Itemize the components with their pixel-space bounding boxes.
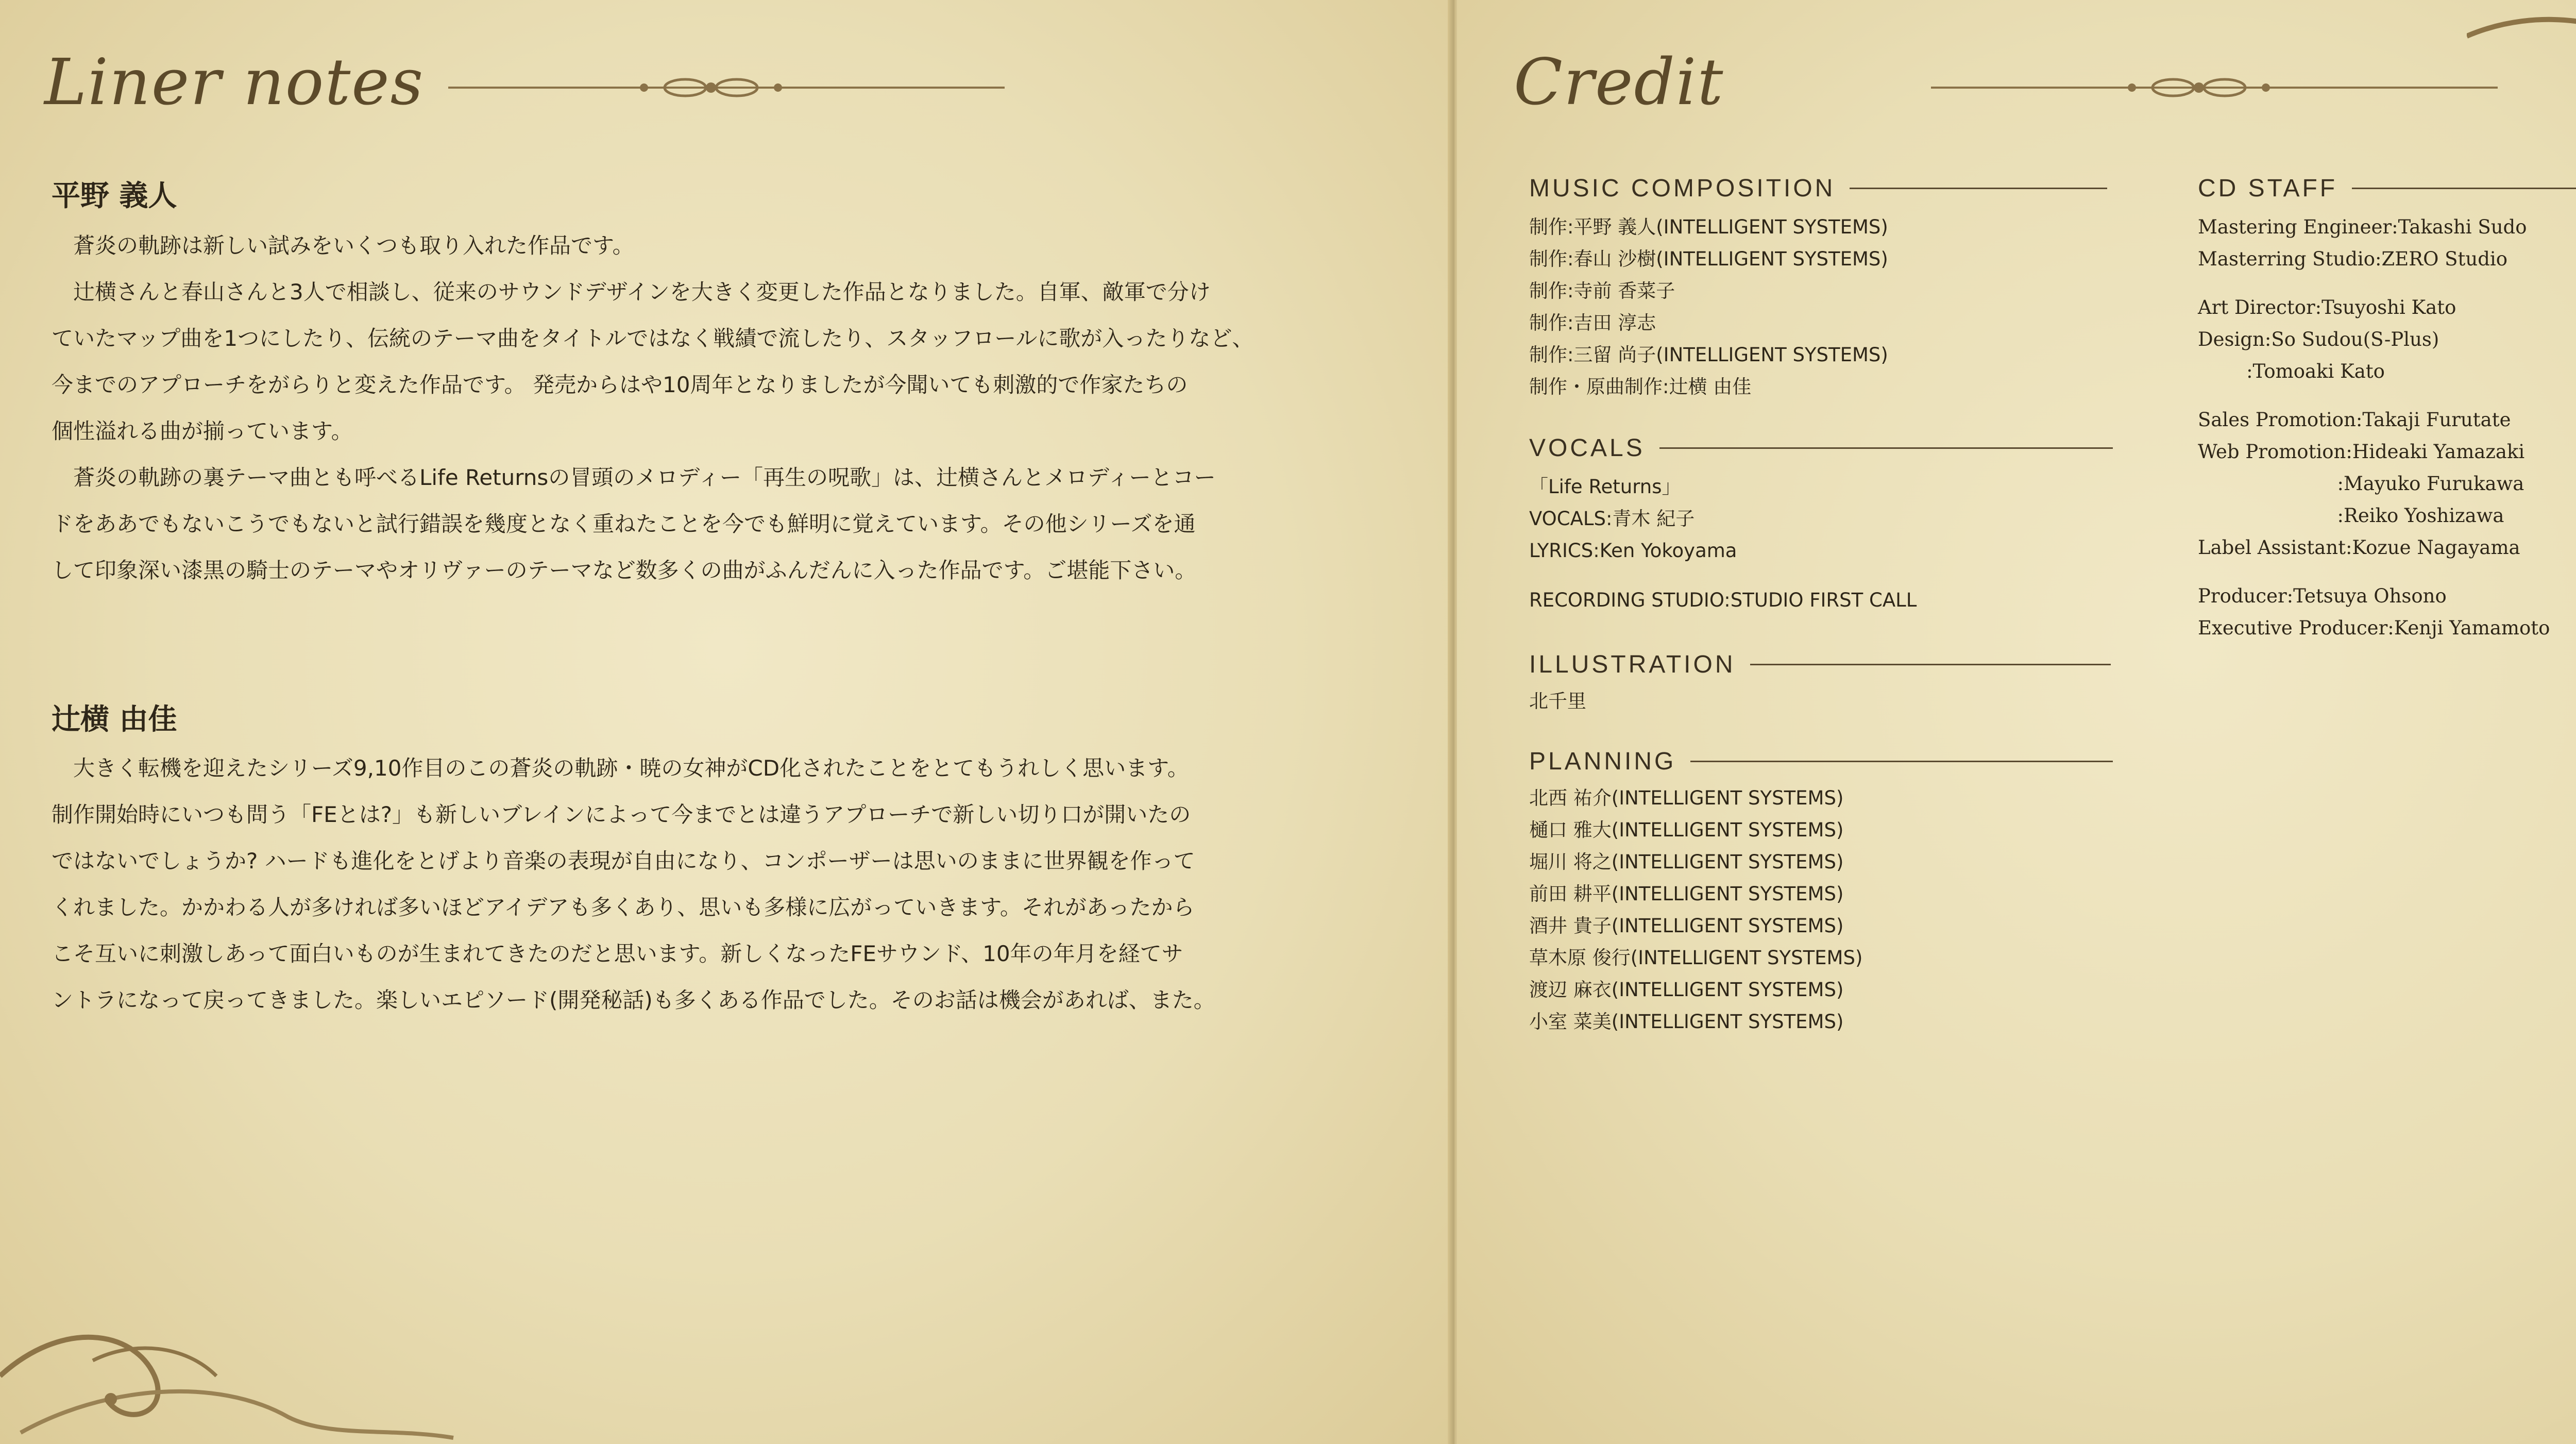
essay-line: ではないでしょうか? ハードも進化をとげより音楽の表現が自由になり、コンポーザーは思いのままに世界観を作って (52, 848, 1195, 874)
cd-staff-heading: CD STAFF (2198, 174, 2576, 203)
essay-line: して印象深い漆黒の騎士のテーマやオリヴァーのテーマなど数多くの曲がふんだんに入った作品です。ご堪能下さい。 (52, 558, 1197, 583)
credit-line: Executive Producer:Kenji Yamamoto (2198, 617, 2550, 639)
essay-text (52, 223, 1253, 594)
credit-line: 樋口 雅大(INTELLIGENT SYSTEMS) (1529, 819, 1844, 841)
credit-line: :Tomoaki Kato (2198, 360, 2385, 382)
credit-title: Credit (1514, 45, 1724, 120)
credit-line: 渡辺 麻衣(INTELLIGENT SYSTEMS) (1529, 979, 1844, 1001)
credit-line: 酒井 貴子(INTELLIGENT SYSTEMS) (1529, 915, 1844, 937)
credit-line: Producer:Tetsuya Ohsono (2198, 585, 2447, 607)
credit-line: Web Promotion:Hideaki Yamazaki (2198, 441, 2525, 463)
essay-line: 制作開始時にいつも問う「FEとは?」も新しいブレインによって今までとは違うアプローチで新しい切り口が開いたの (52, 802, 1191, 827)
credit-line: LYRICS:Ken Yokoyama (1529, 540, 1737, 562)
right-page (1457, 0, 2576, 1444)
vocals-heading: VOCALS (1529, 434, 2113, 462)
credit-line: 北西 祐介(INTELLIGENT SYSTEMS) (1529, 787, 1844, 809)
credit-line: 制作:平野 義人(INTELLIGENT SYSTEMS) (1529, 216, 1888, 238)
essay-line: 今までのアプローチをがらりと変えた作品です。 発売からはや10周年となりましたが今聞いても刺激的で作家たちの (52, 372, 1188, 397)
title-ornament (1931, 77, 2498, 98)
credit-line: Mastering Engineer:Takashi Sudo (2198, 216, 2527, 238)
essay-line: ドをああでもないこうでもないと試行錯誤を幾度となく重ねたことを今でも鮮明に覚えています。その他シリーズを通 (52, 511, 1196, 536)
essay-line: くれました。かかわる人が多ければ多いほどアイデアも多くあり、思いも多様に広がっていきます。それがあったから (52, 895, 1195, 920)
essay-line: 蒼炎の軌跡の裏テーマ曲とも呼べるLife Returnsの冒頭のメロディー「再生の呪歌」は、辻横さんとメロディーとコー (52, 465, 1216, 490)
music-composition-list (1529, 211, 1888, 403)
credit-line: 制作:春山 沙樹(INTELLIGENT SYSTEMS) (1529, 248, 1888, 270)
corner-flourish-decoration (0, 1299, 464, 1444)
essay-line: ていたマップ曲を1つにしたり、伝統のテーマ曲をタイトルではなく戦績で流したり、スタッフロールに歌が入ったりなど、 (52, 326, 1254, 351)
planning-list (1529, 782, 1862, 1038)
essay-line: こそ互いに刺激しあって面白いものが生まれてきたのだと思います。新しくなったFEサウンド、10年の年月を経てサ (52, 941, 1183, 966)
illustration-heading: ILLUSTRATION (1529, 650, 2111, 679)
corner-flourish-decoration (2467, 0, 2576, 165)
credit-line: Masterring Studio:ZERO Studio (2198, 248, 2507, 270)
cd-staff-list (2198, 211, 2550, 644)
credit-line: :Mayuko Furukawa (2198, 473, 2524, 495)
credit-line: 前田 耕平(INTELLIGENT SYSTEMS) (1529, 883, 1844, 905)
heading-rule (1750, 664, 2111, 665)
credit-line: Label Assistant:Kozue Nagayama (2198, 536, 2520, 559)
essay-author: 平野 義人 (52, 179, 177, 213)
credit-line: 制作・原曲制作:辻横 由佳 (1529, 376, 1752, 398)
credit-line: 堀川 将之(INTELLIGENT SYSTEMS) (1529, 851, 1844, 873)
credit-line: Sales Promotion:Takaji Furutate (2198, 409, 2511, 431)
recording-studio-line: RECORDING STUDIO:STUDIO FIRST CALL (1529, 589, 1917, 611)
music-composition-heading: MUSIC COMPOSITION (1529, 174, 2107, 203)
credit-line: Art Director:Tsuyoshi Kato (2198, 296, 2456, 318)
essay-line: 個性溢れる曲が揃っています。 (52, 418, 353, 444)
credit-line: Design:So Sudou(S-Plus) (2198, 328, 2439, 350)
credit-line: VOCALS:青木 紀子 (1529, 508, 1695, 530)
credit-line: 草木原 俊行(INTELLIGENT SYSTEMS) (1529, 947, 1863, 969)
vocals-list (1529, 471, 1737, 567)
heading-rule (1659, 447, 2113, 449)
credit-line: 制作:三留 尚子(INTELLIGENT SYSTEMS) (1529, 344, 1888, 366)
credit-line: 「Life Returns」 (1529, 476, 1681, 498)
credit-line: 制作:吉田 淳志 (1529, 312, 1656, 334)
heading-rule (2352, 188, 2576, 189)
essay-author: 辻横 由佳 (52, 703, 177, 736)
heading-rule (1850, 188, 2107, 189)
essay-line: 大きく転機を迎えたシリーズ9,10作目のこの蒼炎の軌跡・暁の女神がCD化されたことをとてもうれしく思います。 (52, 755, 1189, 781)
credit-line: 制作:寺前 香菜子 (1529, 280, 1675, 302)
credit-line: 小室 菜美(INTELLIGENT SYSTEMS) (1529, 1011, 1844, 1033)
essay-text (52, 745, 1215, 1023)
credit-line: :Reiko Yoshizawa (2198, 505, 2504, 527)
title-ornament (448, 77, 1005, 98)
essay-line: 辻横さんと春山さんと3人で相談し、従来のサウンドデザインを大きく変更した作品となりました。自軍、敵軍で分け (52, 279, 1211, 305)
credit-line: 北千里 (1529, 690, 1586, 712)
planning-heading: PLANNING (1529, 747, 2113, 776)
essay-line: ントラになって戻ってきました。楽しいエピソード(開発秘話)も多くある作品でした。そのお話は機会があれば、また。 (52, 987, 1215, 1013)
essay-line: 蒼炎の軌跡は新しい試みをいくつも取り入れた作品です。 (52, 233, 634, 258)
heading-rule (1690, 761, 2113, 762)
liner-notes-title: Liner notes (44, 45, 425, 120)
illustration-list (1529, 685, 1586, 717)
